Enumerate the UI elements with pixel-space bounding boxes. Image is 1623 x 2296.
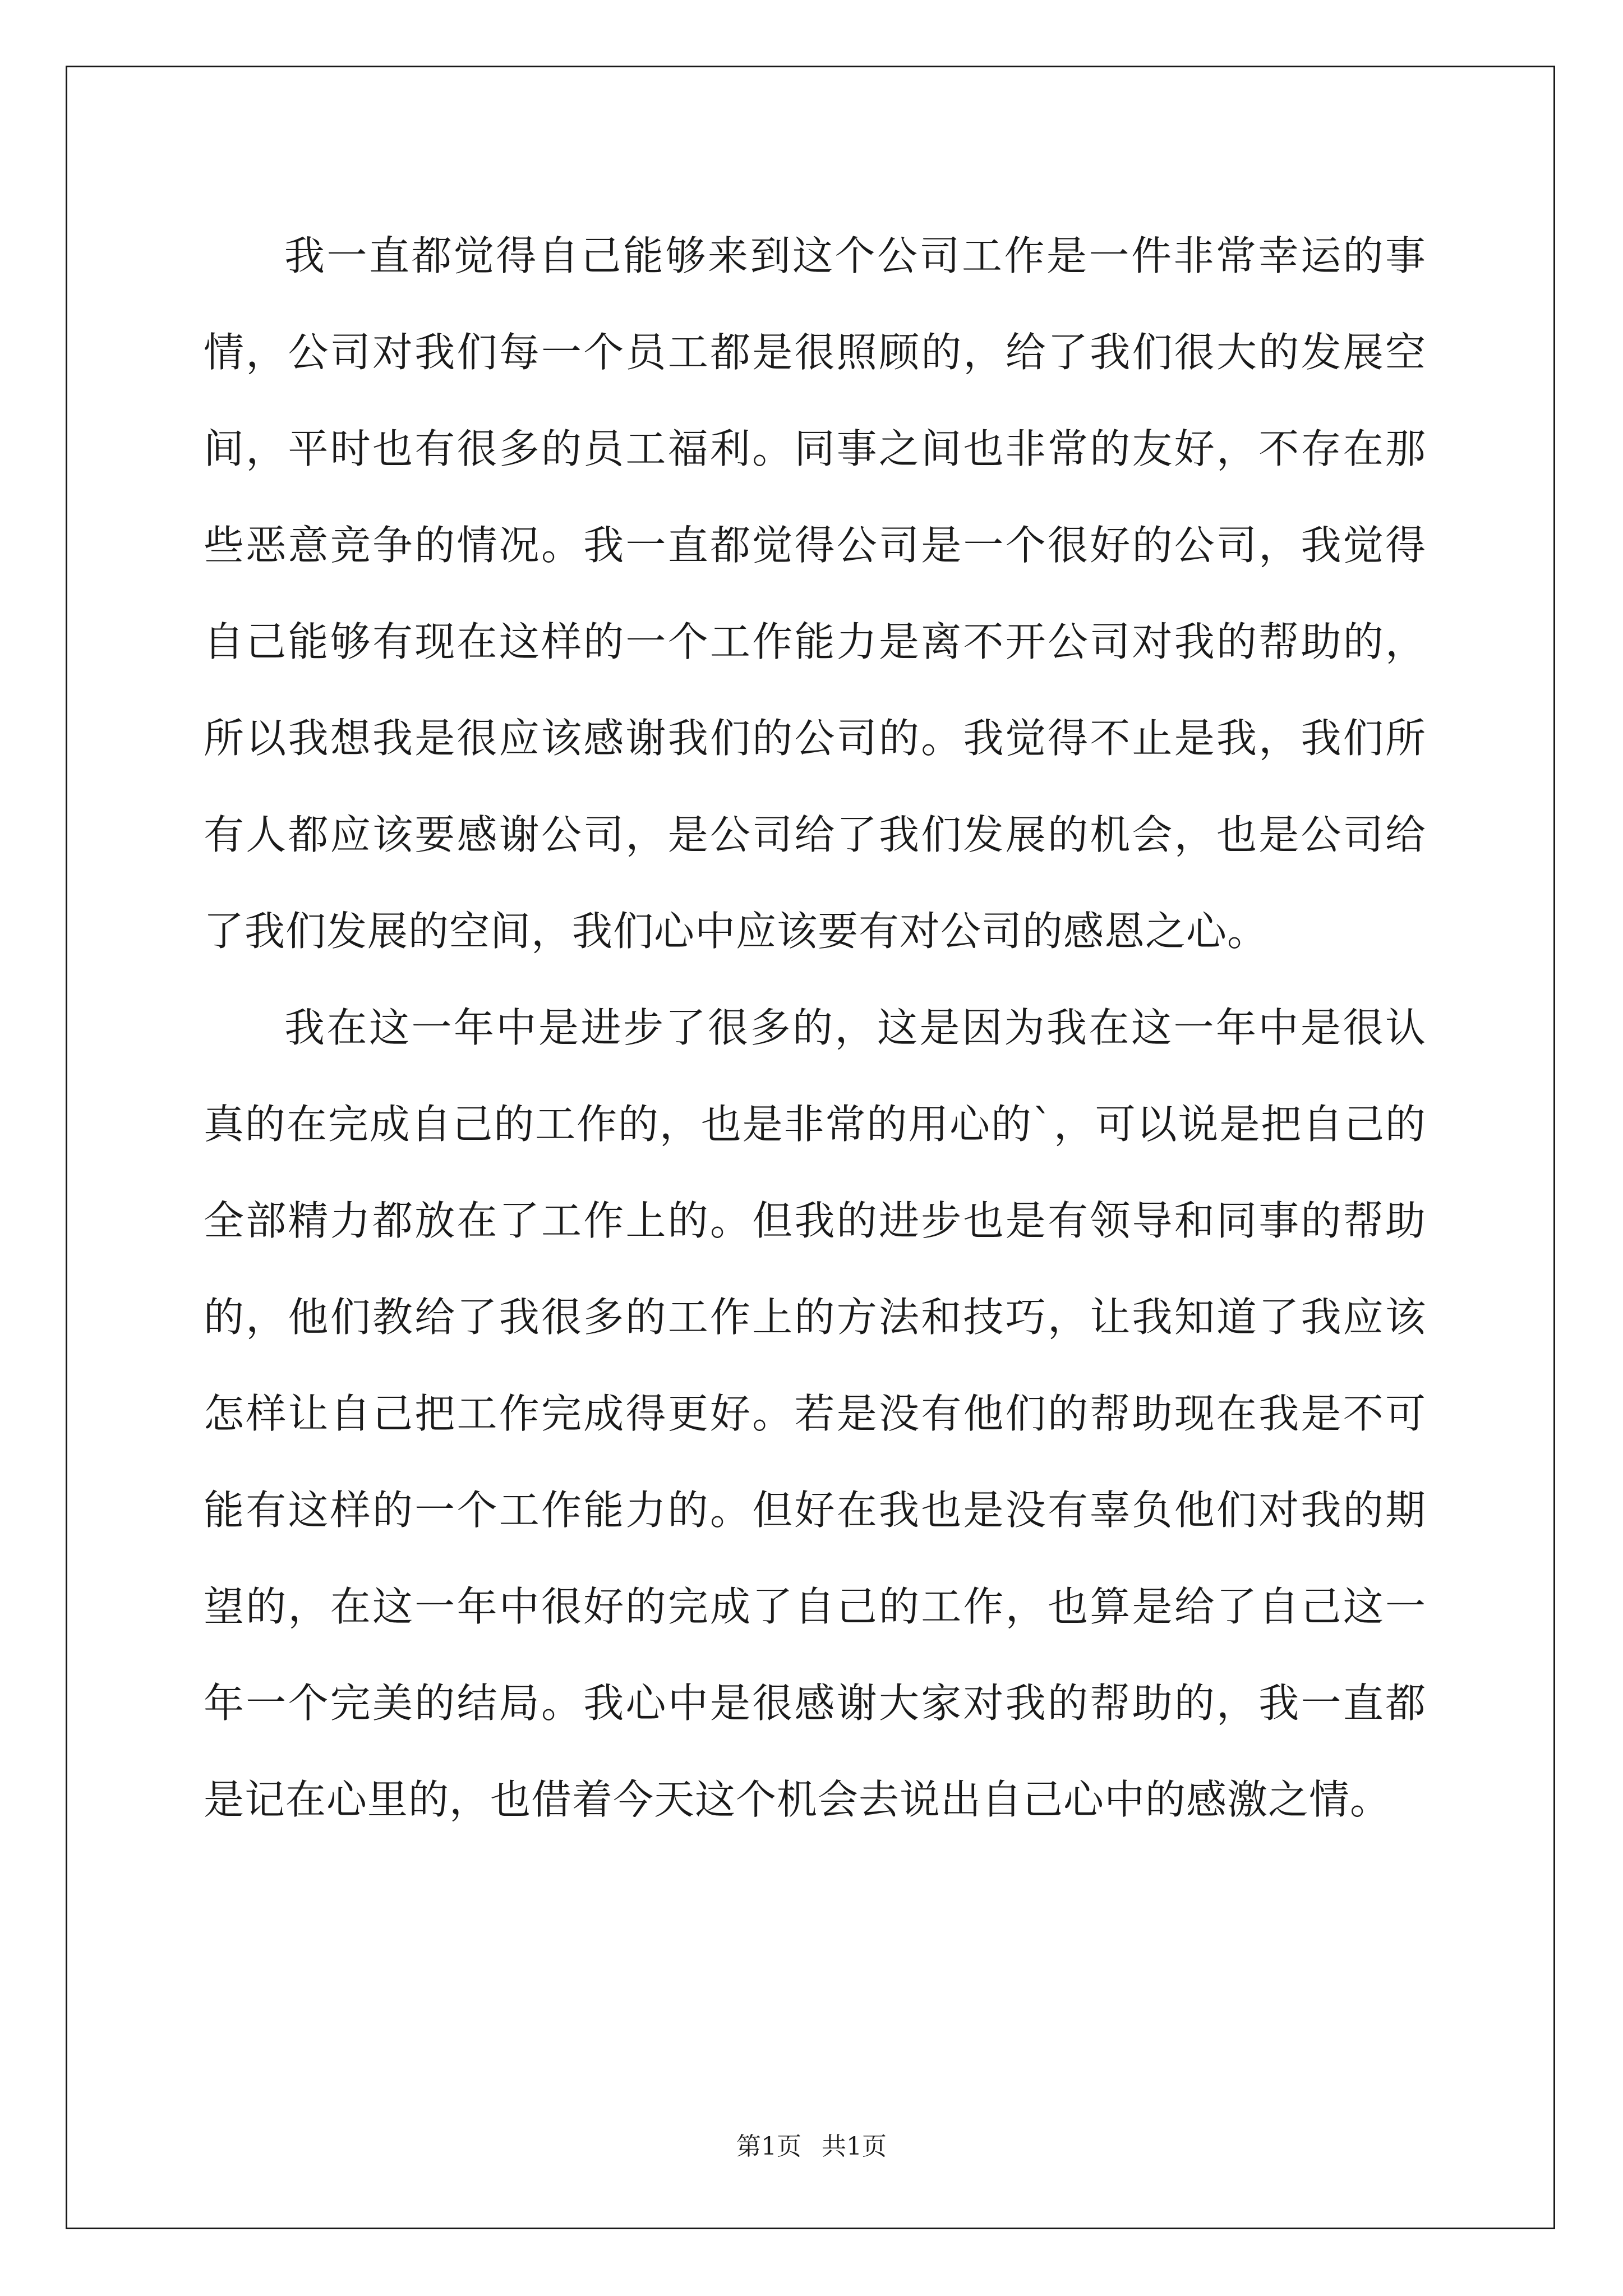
- page-footer: [0, 2126, 1623, 2162]
- paragraph-1: 我一直都觉得自己能够来到这个公司工作是一件非常幸运的事情，公司对我们每一个员工都是很照顾的，给了我们很大的发展空间，平时也有很多的员工福利。同事之间也非常的友好，不存在那些恶意竞争的情况。我一直都觉得公司是一个很好的公司，我觉得自己能够有现在这样的一个工作能力是离不开公司对我的帮助的，所以我想我是很应该感谢我们的公司的。我觉得不止是我，我们所有人都应该要感谢公司，是公司给了我们发展的机会，也是公司给了我们发展的空间，我们心中应该要有对公司的感恩之心。: [204, 232, 1426, 955]
- page-number-total: 共1页: [822, 2132, 887, 2161]
- page-number-current: 第1页: [736, 2132, 801, 2161]
- paragraph-2: 我在这一年中是进步了很多的，这是因为我在这一年中是很认真的在完成自己的工作的，也是非常的用心的`，可以说是把自己的全部精力都放在了工作上的。但我的进步也是有领导和同事的帮助的，他们教给了我很多的工作上的方法和技巧，让我知道了我应该怎样让自己把工作完成得更好。若是没有他们的帮助现在我是不可能有这样的一个工作能力的。但好在我也是没有辜负他们对我的期望的，在这一年中很好的完成了自己的工作，也算是给了自己这一年一个完美的结局。我心中是很感谢大家对我的帮助的，我一直都是记在心里的，也借着今天这个机会去说出自己心中的感激之情。: [204, 1004, 1426, 1823]
- document-body: [204, 208, 1426, 1848]
